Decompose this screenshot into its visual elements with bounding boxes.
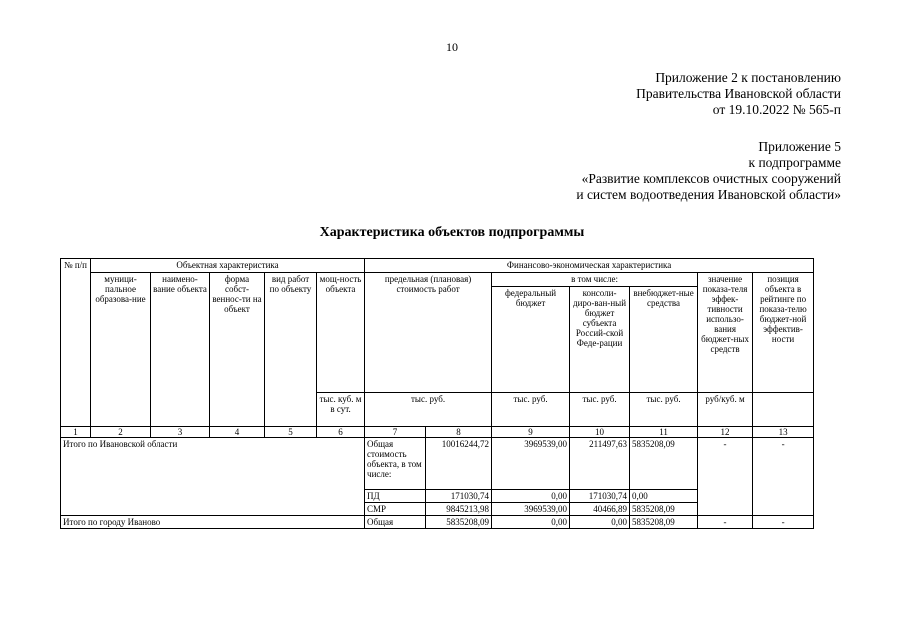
column-number: 6 bbox=[317, 427, 365, 438]
header-object-name: наимено-вание объекта bbox=[151, 273, 210, 427]
appendix-line: «Развитие комплексов очистных сооружений bbox=[581, 171, 841, 186]
cost-type-cell: ПД bbox=[365, 490, 426, 503]
region-total-label: Итого по Ивановской области bbox=[61, 438, 365, 516]
efficiency-cell: - bbox=[698, 438, 753, 516]
appendix-line: Приложение 2 к постановлению bbox=[655, 70, 841, 85]
table-row bbox=[61, 438, 814, 490]
consolidated-cell: 40466,89 bbox=[570, 503, 630, 516]
header-municipality: муници-пальное образова-ние bbox=[91, 273, 151, 427]
appendix-line: Правительства Ивановской области bbox=[636, 86, 841, 101]
header-financial-characteristics: Финансово-экономическая характеристика bbox=[365, 259, 814, 273]
header-rating: позиция объекта в рейтинге по показа-телю бюджет-ной эффектив-ности bbox=[753, 273, 814, 393]
column-number: 7 bbox=[365, 427, 426, 438]
appendix-reference bbox=[636, 70, 841, 118]
column-number: 9 bbox=[492, 427, 570, 438]
total-cost-cell: 171030,74 bbox=[426, 490, 492, 503]
header-object-characteristics: Объектная характеристика bbox=[91, 259, 365, 273]
appendix-line: и систем водоотведения Ивановской области» bbox=[576, 187, 841, 202]
federal-cell: 3969539,00 bbox=[492, 438, 570, 490]
unit-efficiency: руб/куб. м bbox=[698, 393, 753, 427]
cost-type-cell: Общая bbox=[365, 516, 426, 529]
city-total-label: Итого по городу Иваново bbox=[61, 516, 365, 529]
column-number: 3 bbox=[151, 427, 210, 438]
objects-characteristics-table bbox=[60, 258, 814, 529]
federal-cell: 0,00 bbox=[492, 516, 570, 529]
header-extrabudget: внебюджет-ные средства bbox=[630, 287, 698, 393]
column-number: 8 bbox=[426, 427, 492, 438]
column-number: 5 bbox=[265, 427, 317, 438]
unit-consolidated: тыс. руб. bbox=[570, 393, 630, 427]
header-work-type: вид работ по объекту bbox=[265, 273, 317, 427]
unit-extrabudget: тыс. руб. bbox=[630, 393, 698, 427]
column-number: 11 bbox=[630, 427, 698, 438]
unit-federal: тыс. руб. bbox=[492, 393, 570, 427]
total-cost-cell: 10016244,72 bbox=[426, 438, 492, 490]
column-number: 12 bbox=[698, 427, 753, 438]
header-efficiency: значение показа-теля эффек-тивности использо-вания бюджет-ных средств bbox=[698, 273, 753, 393]
consolidated-cell: 0,00 bbox=[570, 516, 630, 529]
appendix-line: Приложение 5 bbox=[758, 139, 841, 154]
header-capacity: мощ-ность объекта bbox=[317, 273, 365, 393]
federal-cell: 0,00 bbox=[492, 490, 570, 503]
column-number: 4 bbox=[210, 427, 265, 438]
cost-type-cell: СМР bbox=[365, 503, 426, 516]
column-number: 13 bbox=[753, 427, 814, 438]
total-cost-cell: 9845213,98 bbox=[426, 503, 492, 516]
header-federal-budget: федеральный бюджет bbox=[492, 287, 570, 393]
consolidated-cell: 211497,63 bbox=[570, 438, 630, 490]
page-number: 10 bbox=[446, 40, 458, 54]
table-row bbox=[61, 516, 814, 529]
appendix-line: от 19.10.2022 № 565-п bbox=[712, 102, 841, 117]
extrabudget-cell: 5835208,09 bbox=[630, 516, 698, 529]
federal-cell: 3969539,00 bbox=[492, 503, 570, 516]
rating-cell: - bbox=[753, 438, 814, 516]
header-number: № п/п bbox=[61, 259, 91, 273]
unit-max-cost: тыс. руб. bbox=[365, 393, 492, 427]
total-cost-cell: 5835208,09 bbox=[426, 516, 492, 529]
rating-cell: - bbox=[753, 516, 814, 529]
header-including: в том числе: bbox=[492, 273, 698, 287]
header-ownership: форма собст-веннос-ти на объект bbox=[210, 273, 265, 427]
consolidated-cell: 171030,74 bbox=[570, 490, 630, 503]
efficiency-cell: - bbox=[698, 516, 753, 529]
header-max-cost: предельная (плановая) стоимость работ bbox=[365, 273, 492, 393]
extrabudget-cell: 5835208,09 bbox=[630, 438, 698, 490]
subprogram-appendix-reference bbox=[576, 139, 841, 203]
cost-type-cell: Общая стоимость объекта, в том числе: bbox=[365, 438, 426, 490]
unit-capacity: тыс. куб. м в сут. bbox=[317, 393, 365, 427]
header-consolidated-budget: консоли-диро-ван-ный бюджет субъекта Россий-ской Феде-рации bbox=[570, 287, 630, 393]
extrabudget-cell: 0,00 bbox=[630, 490, 698, 503]
column-number: 10 bbox=[570, 427, 630, 438]
extrabudget-cell: 5835208,09 bbox=[630, 503, 698, 516]
column-number: 1 bbox=[61, 427, 91, 438]
appendix-line: к подпрограмме bbox=[748, 155, 841, 170]
document-title: Характеристика объектов подпрограммы bbox=[319, 225, 585, 240]
column-number: 2 bbox=[91, 427, 151, 438]
